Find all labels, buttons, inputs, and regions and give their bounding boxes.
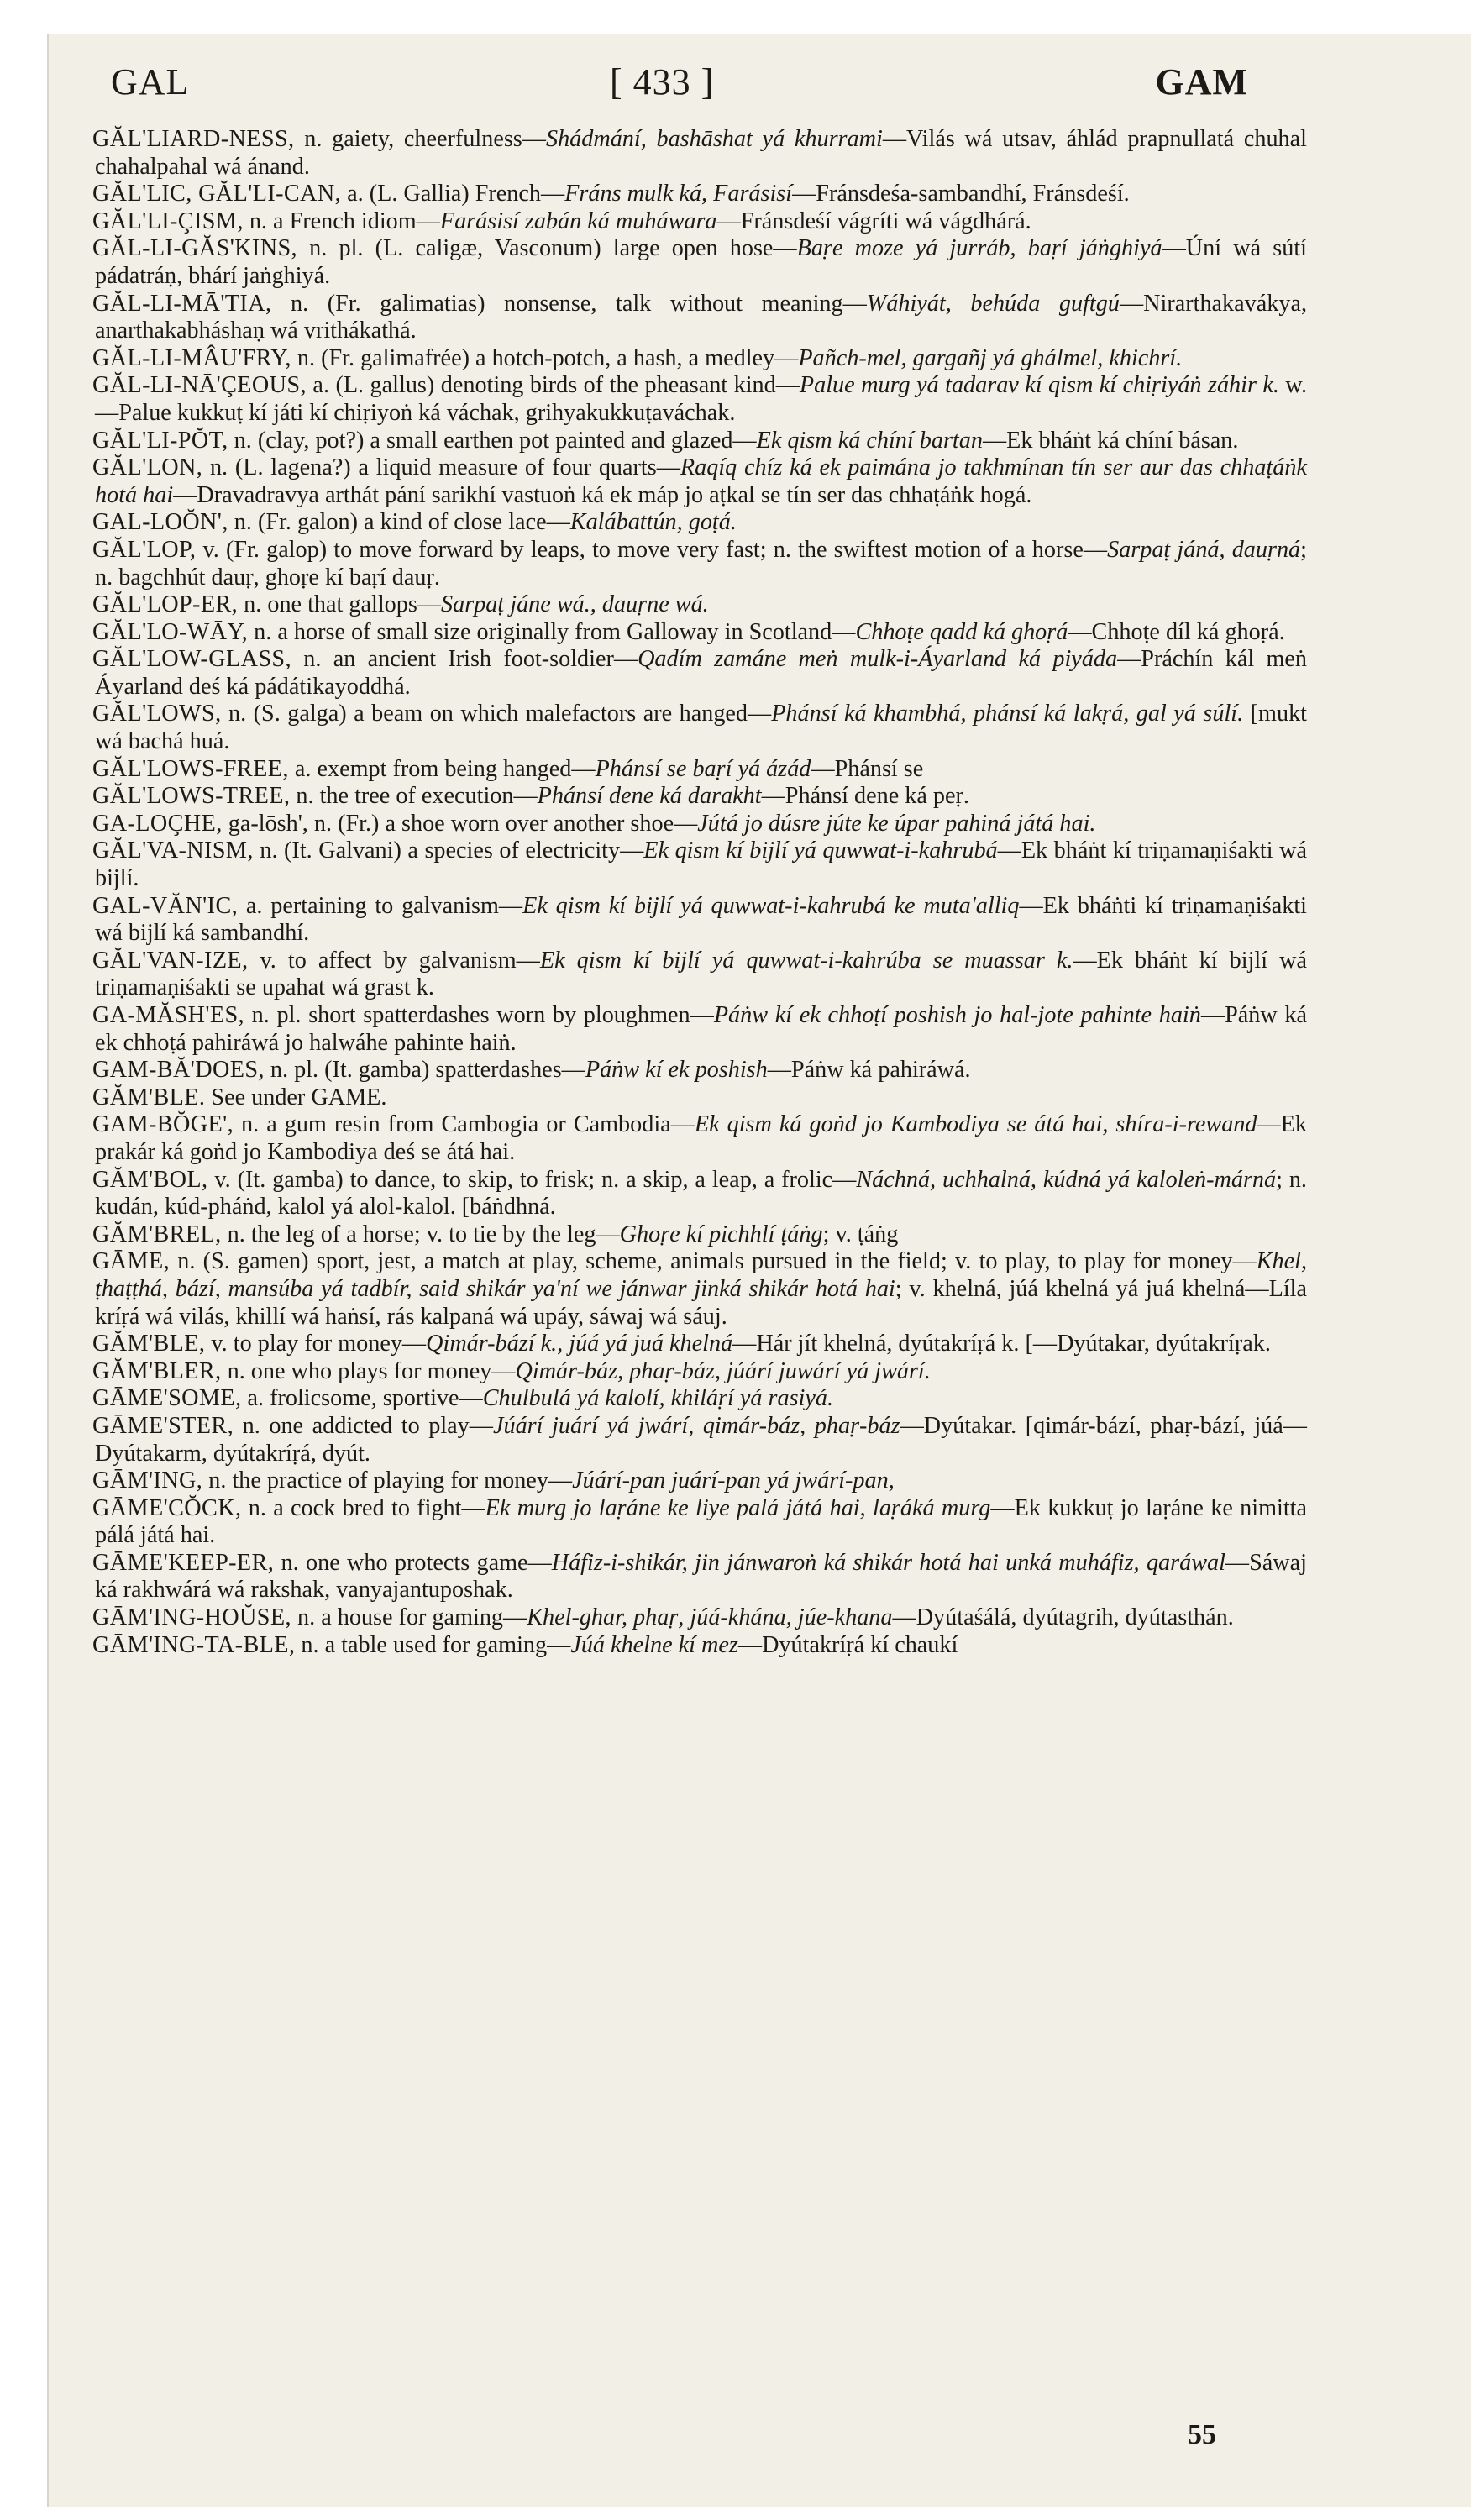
entry-sanskrit-gloss: —Dravadravya arthát pání sarikhí vastuoṅ ká ek máp jo aṭkal se tín ser das chhaṭáṅk hogá. (173, 481, 1032, 508)
header-right-guide-word: GAM (1155, 61, 1248, 102)
entry-headword: GĂL-LI-MÂU'FRY, (92, 344, 291, 371)
dictionary-entry (92, 591, 1307, 619)
entry-definition: v. to play for money— (205, 1331, 427, 1357)
dictionary-entry (92, 837, 1307, 892)
entry-definition: n. (clay, pot?) a small earthen pot painted and glazed— (228, 427, 757, 454)
entry-sanskrit-gloss: ; v. ṭáṅg (822, 1221, 899, 1247)
dictionary-entry (92, 1467, 1307, 1495)
entry-definition: n. the tree of execution— (290, 783, 538, 810)
entry-definition: a. (L. Gallia) French— (341, 181, 565, 207)
entry-sanskrit-gloss: ; v. khelná, júá khelná yá juá khelná—Líla kríṛá wá vilás, khillí wá haṅsí, rás kalpaná wá upáy, sáwaj wá sáuj. (95, 1275, 1307, 1330)
dictionary-entry (92, 235, 1307, 290)
entry-sanskrit-gloss: w.—Palue kukkuṭ kí játi kí chiṛiyoṅ ká váchak, grihyakukkuṭaváchak. (95, 372, 1307, 426)
dictionary-entry (92, 1057, 1307, 1084)
dictionary-entry (92, 756, 1307, 784)
dictionary-entry (92, 1002, 1307, 1057)
entry-sanskrit-gloss: —Fránsdeśí vágríti wá vágdhárá. (716, 207, 1031, 234)
entry-definition: n. (L. lagena?) a liquid measure of four quarts— (202, 454, 680, 481)
dictionary-entry (92, 1495, 1307, 1550)
entry-hindustani-gloss: Júárí-pan juárí-pan yá jwárí-pan, (572, 1467, 895, 1494)
entry-hindustani-gloss: Phánsí ká khambhá, phánsí ká lakṛá, gal yá súlí. (771, 701, 1244, 727)
entry-definition: n. (It. Galvani) a species of electricity— (253, 837, 644, 864)
dictionary-entry (92, 345, 1307, 373)
entry-hindustani-gloss: Shádmání, bashāshat yá khurrami (545, 126, 883, 152)
entry-headword: GĀME, (92, 1248, 171, 1275)
entry-definition: v. (It. gamba) to dance, to skip, to frisk; n. a skip, a leap, a frolic— (207, 1166, 857, 1193)
entry-definition: n. one who protects game— (274, 1549, 552, 1576)
dictionary-entry (92, 181, 1307, 208)
entry-sanskrit-gloss: [mukt wá bachá huá. (95, 701, 1307, 755)
entry-hindustani-gloss: Khel-ghar, phaṛ, júá-khána, júe-khana (527, 1604, 893, 1631)
entry-hindustani-gloss: Baṛe moze yá jurráb, baṛí jáṅghiyá (796, 235, 1162, 262)
entry-sanskrit-gloss: —Ek bháṅt ká chíní básan. (982, 427, 1239, 454)
entry-sanskrit-gloss: —Sáwaj ká rakhwárá wá rakshak, vanyajantuposhak. (95, 1549, 1307, 1604)
entry-headword: GĂM'BREL, (92, 1221, 222, 1247)
entry-hindustani-gloss: Páṅw kí ek chhoṭí poshish jo hal-jote pahinte haiṅ (713, 1002, 1201, 1028)
entry-hindustani-gloss: Palue murg yá tadarav kí qism kí chiṛiyáṅ záhir k. (799, 372, 1279, 399)
entry-hindustani-gloss: Fráns mulk ká, Farásisí (564, 181, 793, 207)
entry-definition: n. a cock bred to fight— (241, 1494, 485, 1521)
entry-headword: GAM-BŎGE', (92, 1111, 234, 1138)
entry-hindustani-gloss: Jútá jo dúsre júte ke úpar pahiná játá hai. (697, 810, 1096, 837)
entry-sanskrit-gloss: —Páṅw ká pahiráwá. (767, 1057, 971, 1084)
entry-hindustani-gloss: Kalábattún, goṭá. (569, 509, 737, 536)
entry-headword: GĂM'BLE. (92, 1084, 206, 1110)
dictionary-entry (92, 509, 1307, 537)
entry-headword: GĂL'LI-ÇISM, (92, 207, 244, 234)
entry-definition: n. one that gallops— (238, 591, 442, 618)
entry-hindustani-gloss: Farásisí zabán ká muháwara (439, 207, 717, 234)
entry-definition: a. frolicsome, sportive— (241, 1385, 483, 1412)
entry-sanskrit-gloss: —Páṅw ká ek chhoṭá pahiráwá jo halwáhe pahinte haiṅ. (95, 1002, 1308, 1056)
entry-headword: GĂM'BOL, (92, 1166, 208, 1193)
entry-headword: GĀME'CŎCK, (92, 1494, 242, 1521)
entry-headword: GĂL'VAN-IZE, (92, 947, 249, 974)
entry-hindustani-gloss: Háfiz-i-shikár, jin jánwaroṅ ká shikár hotá hai unká muháfiz, qaráwal (551, 1549, 1225, 1576)
dictionary-entry (92, 893, 1307, 948)
entry-definition: n. pl. short spatterdashes worn by ploughmen— (244, 1002, 714, 1028)
entry-hindustani-gloss: Phánsí se baṛí yá ázád (595, 755, 811, 782)
page-signature: 55 (1188, 2419, 1216, 2450)
entry-definition: n. one who plays for money— (221, 1357, 516, 1384)
header-page-number: [ 433 ] (610, 61, 715, 102)
entry-hindustani-gloss: Ek qism ká goṅd jo Kambodiya se átá hai, shíra-i-rewand (694, 1111, 1257, 1138)
entry-headword: GĀME'SOME, (92, 1385, 242, 1412)
entry-definition: n. a table used for gaming— (295, 1631, 571, 1658)
entry-definition: n. a gum resin from Cambogia or Cambodia— (234, 1111, 695, 1138)
entry-headword: GĂL-LI-GĂS'KINS, (92, 235, 297, 262)
entry-definition: n. gaiety, cheerfulness— (294, 126, 546, 152)
entry-hindustani-gloss: Sarpaṭ jáne wá., dauṛne wá. (441, 591, 709, 618)
dictionary-entry (92, 948, 1307, 1002)
entry-definition: n. (S. gamen) sport, jest, a match at play, scheme, animals pursued in the field; v. to play, to play for money— (170, 1248, 1257, 1275)
dictionary-entry (92, 1550, 1307, 1604)
entry-hindustani-gloss: Ek qism kí bijlí yá quwwat-i-kahrubá ke muta'alliq (522, 892, 1020, 919)
entry-headword: GAL-VĂN'IC, (92, 892, 239, 919)
entry-definition: n. (S. galga) a beam on which malefactors are hanged— (221, 701, 772, 727)
entry-definition: n. a horse of small size originally from Galloway in Scotland— (248, 618, 856, 645)
dictionary-entry (92, 1331, 1307, 1358)
entry-definition: n. an ancient Irish foot-soldier— (291, 646, 638, 673)
entry-sanskrit-gloss: —Dyútakríṛá kí chaukí (737, 1631, 958, 1658)
dictionary-entry (92, 1084, 1307, 1112)
entry-hindustani-gloss: Páṅw kí ek poshish (585, 1057, 768, 1084)
dictionary-entry (92, 619, 1307, 647)
dictionary-entry (92, 1604, 1307, 1632)
entry-headword: GĀM'ING-TA-BLE, (92, 1631, 296, 1658)
entry-hindustani-gloss: Chulbulá yá kalolí, khiláṛí yá rasiyá. (482, 1385, 834, 1412)
entry-hindustani-gloss: Qadím zamáne meṅ mulk-i-Áyarland ká piyáda (638, 646, 1118, 673)
entry-sanskrit-gloss: —Ek bháṅt kí triṇamaṇiśakti wá bijlí. (95, 837, 1307, 892)
dictionary-entry (92, 454, 1307, 509)
entry-hindustani-gloss: Qimár-báz, phaṛ-báz, júárí juwárí yá jwárí. (515, 1357, 931, 1384)
entry-hindustani-gloss: Qimár-bází k., júá yá juá khelná (426, 1331, 733, 1357)
entry-definition: n. a French idiom— (243, 207, 440, 234)
entry-hindustani-gloss: Ek qism kí bijlí yá quwwat-i-kahrubá (643, 837, 998, 864)
entry-hindustani-gloss: Wáhiyát, behúda guftgú (866, 290, 1120, 317)
entry-hindustani-gloss: Ek qism ká chíní bartan (756, 427, 983, 454)
entry-headword: GĂL'LOP-ER, (92, 591, 239, 618)
entry-headword: GAM-BĂ'DOES, (92, 1057, 265, 1084)
entry-headword: GĂL'LON, (92, 454, 203, 481)
dictionary-entry (92, 811, 1307, 838)
entry-headword: GĀME'KEEP-ER, (92, 1549, 275, 1576)
entry-sanskrit-gloss: —Phánsí se (811, 755, 924, 782)
entry-headword: GAL-LOŎN', (92, 509, 228, 536)
entry-sanskrit-gloss: —Ek bháṅti kí triṇamaṇiśakti wá bijlí ká sambandhí. (95, 892, 1307, 947)
entry-hindustani-gloss: Raqíq chíz ká ek paimána jo takhmínan tín ser aur das chhaṭáṅk hotá hai (95, 454, 1307, 508)
entry-sanskrit-gloss: —Fránsdeśa-sambandhí, Fránsdeśí. (792, 181, 1130, 207)
entry-definition: n. (Fr. galimatias) nonsense, talk without meaning— (271, 290, 867, 317)
dictionary-entry (92, 701, 1307, 755)
entry-sanskrit-gloss: ; n. kudán, kúd-pháṅd, kalol yá alol-kalol. [báṅdhná. (95, 1166, 1307, 1221)
entry-definition: a. pertaining to galvanism— (238, 892, 523, 919)
entry-headword: GĂL-LI-MĀ'TIA, (92, 290, 272, 317)
entry-definition: n. pl. (L. caligæ, Vasconum) large open hose— (297, 235, 797, 262)
entry-sanskrit-gloss: —Úní wá sútí pádatráṇ, bhárí jaṅghiyá. (95, 235, 1308, 289)
entry-definition: a. exempt from being hanged— (288, 755, 596, 782)
dictionary-entry (92, 208, 1307, 236)
entry-headword: GĂL'LIC, GĂL'LI-CAN, (92, 181, 342, 207)
dictionary-entry (92, 428, 1307, 455)
entry-definition: n. the practice of playing for money— (202, 1467, 573, 1494)
dictionary-entry (92, 1221, 1307, 1249)
entry-headword: GĂL'LOWS-FREE, (92, 755, 289, 782)
entry-headword: GĀME'STER, (92, 1412, 234, 1439)
dictionary-entry (92, 783, 1307, 811)
dictionary-entry (92, 291, 1307, 345)
entry-sanskrit-gloss: —Nirarthakavákya, anarthakabháshaṇ wá vrithákathá. (95, 290, 1308, 344)
entry-hindustani-gloss: Náchná, uchhalná, kúdná yá kaloleṅ-márná (856, 1166, 1277, 1193)
entry-definition: v. to affect by galvanism— (248, 947, 540, 974)
entry-headword: GĂL-LI-NĀ'ÇEOUS, (92, 372, 307, 399)
dictionary-entry (92, 1167, 1307, 1221)
entry-sanskrit-gloss: —Dyútaśálá, dyútagrih, dyútasthán. (892, 1604, 1234, 1631)
entry-definition: a. (L. gallus) denoting birds of the pheasant kind— (306, 372, 800, 399)
dictionary-entry (92, 1358, 1307, 1386)
entry-headword: GĂM'BLER, (92, 1357, 222, 1384)
entry-sanskrit-gloss: —Phánsí dene ká peṛ. (761, 783, 969, 810)
entry-hindustani-gloss: Júá khelne kí mez (570, 1631, 738, 1658)
entry-headword: GĂM'BLE, (92, 1331, 206, 1357)
header-left-guide-word: GAL (111, 61, 190, 102)
entry-sanskrit-gloss: —Ek bháṅt kí bijlí wá triṇamaṇiśakti se upahat wá grast k. (95, 947, 1308, 1001)
entry-definition: n. (Fr. galimafrée) a hotch-potch, a hash, a medley— (291, 344, 799, 371)
entry-hindustani-gloss: Sarpaṭ jáná, dauṛná (1107, 536, 1301, 563)
entry-sanskrit-gloss: —Ek kukkuṭ jo laṛáne ke nimitta pálá játá hai. (95, 1494, 1308, 1549)
entry-sanskrit-gloss: —Hár jít khelná, dyútakríṛá k. [—Dyútakar, dyútakríṛak. (732, 1331, 1271, 1357)
entry-headword: GĂL'LOWS, (92, 701, 222, 727)
entry-sanskrit-gloss: —Chhoṭe díl ká ghoṛá. (1068, 618, 1285, 645)
entry-headword: GĂL'VA-NISM, (92, 837, 254, 864)
dictionary-entry (92, 126, 1307, 181)
entry-sanskrit-gloss: —Ek prakár ká goṅd jo Kambodiya deś se átá hai. (95, 1111, 1307, 1165)
entry-headword: GĂL'LIARD-NESS, (92, 126, 295, 152)
dictionary-entry (92, 1413, 1307, 1467)
page-header (89, 60, 1248, 119)
entry-headword: GĂL'LI-PŎT, (92, 427, 228, 454)
entry-definition: n. one addicted to play— (234, 1412, 493, 1439)
entry-hindustani-gloss: Ek qism kí bijlí yá quwwat-i-kahrúba se muassar k. (539, 947, 1073, 974)
entry-sanskrit-gloss: —Dyútakar. [qimár-bází, phaṛ-bází, júá—Dyútakarm, dyútakríṛá, dyút. (95, 1412, 1307, 1467)
dictionary-entry (92, 537, 1307, 591)
dictionary-entry (92, 372, 1307, 427)
entry-headword: GĂL'LOP, (92, 536, 197, 563)
entry-hindustani-gloss: Phánsí dene ká darakht (537, 783, 762, 810)
dictionary-entry (92, 1632, 1307, 1660)
entry-definition: See under GAME. (205, 1084, 387, 1110)
entry-headword: GA-MĂSH'ES, (92, 1002, 244, 1028)
dictionary-entry (92, 1111, 1307, 1166)
entry-hindustani-gloss: Júárí juárí yá jwárí, qimár-báz, phaṛ-báz (492, 1412, 900, 1439)
entry-headword: GA-LOÇHE, (92, 810, 223, 837)
dictionary-entry (92, 646, 1307, 701)
entry-hindustani-gloss: Khel, ṭhaṭṭhá, bází, mansúba yá tadbír, said shikár ya'ní we jánwar jinká shikár hotá hai (95, 1248, 1307, 1302)
entry-definition: ga-lōsh', n. (Fr.) a shoe worn over another shoe— (222, 810, 698, 837)
entry-definition: v. (Fr. galop) to move forward by leaps, to move very fast; n. the swiftest motion of a horse— (196, 536, 1108, 563)
dictionary-entries (92, 126, 1307, 1659)
entry-sanskrit-gloss: —Práchín kál meṅ Áyarland deś ká pádátikayoddhá. (95, 646, 1308, 700)
entry-sanskrit-gloss: ; n. bagchhút dauṛ, ghoṛe kí baṛí dauṛ. (95, 536, 1307, 591)
entry-definition: n. pl. (It. gamba) spatterdashes— (264, 1057, 585, 1084)
entry-hindustani-gloss: Ek murg jo laṛáne ke liye palá játá hai, laṛáká murg (485, 1494, 991, 1521)
dictionary-entry (92, 1248, 1307, 1331)
entry-sanskrit-gloss: —Vilás wá utsav, áhlád prapnullatá chuhal chahalpahal wá ánand. (95, 126, 1307, 180)
entry-headword: GĂL'LO-WĀY, (92, 618, 249, 645)
entry-definition: n. the leg of a horse; v. to tie by the leg— (221, 1221, 620, 1247)
entry-headword: GĂL'LOW-GLASS, (92, 646, 291, 673)
dictionary-entry (92, 1385, 1307, 1413)
entry-hindustani-gloss: Ghoṛe kí pichhlí ṭáṅg (619, 1221, 823, 1247)
entry-headword: GĀM'ING-HOŬSE, (92, 1604, 291, 1631)
entry-hindustani-gloss: Pañch-mel, gargañj yá ghálmel, khichrí. (798, 344, 1183, 371)
entry-headword: GĂL'LOWS-TREE, (92, 783, 291, 810)
entry-headword: GĀM'ING, (92, 1467, 203, 1494)
entry-hindustani-gloss: Chhoṭe qadd ká ghoṛá (855, 618, 1068, 645)
entry-definition: n. a house for gaming— (291, 1604, 527, 1631)
entry-definition: n. (Fr. galon) a kind of close lace— (228, 509, 570, 536)
